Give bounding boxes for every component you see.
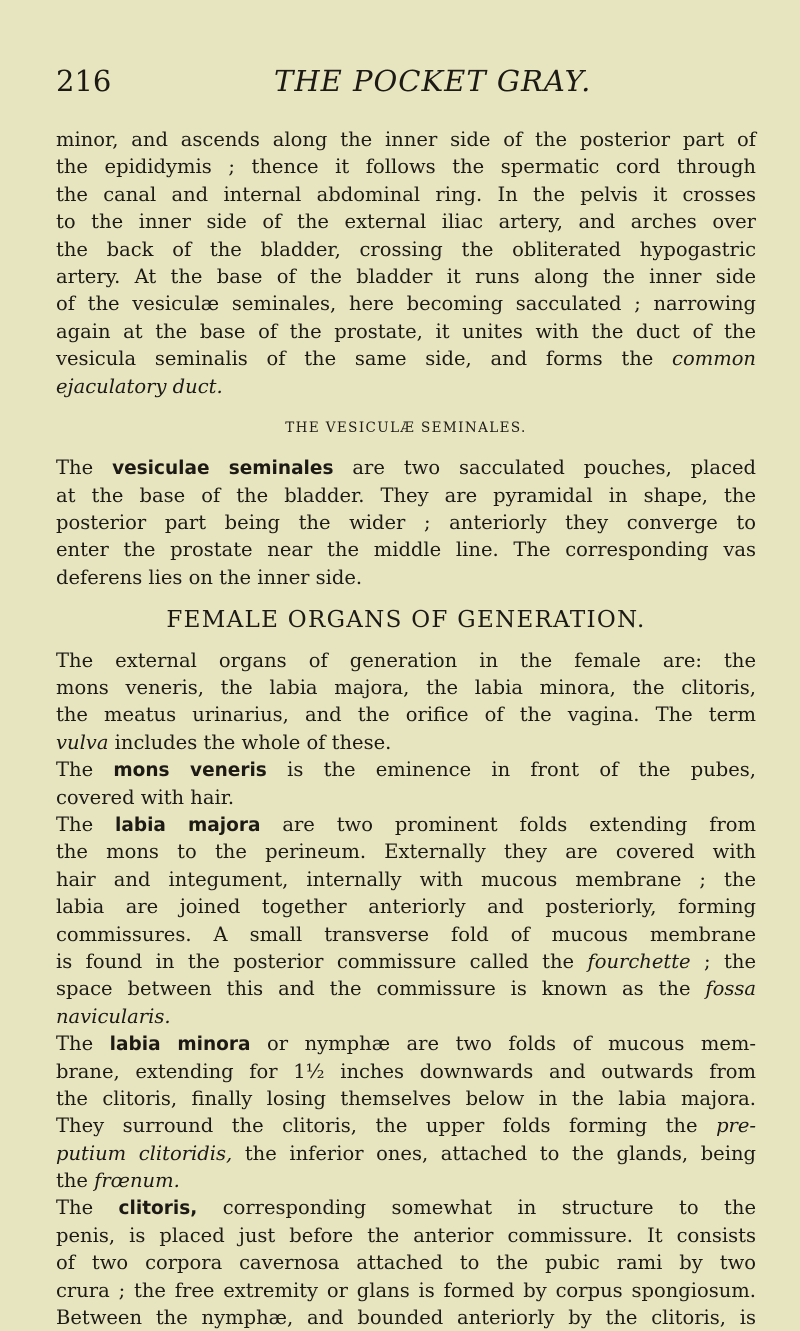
- text-line: the canal and internal abdominal ring. In the pelvis it crosses: [56, 182, 756, 206]
- text-run: The: [56, 1196, 94, 1220]
- text-line: The external organs of generation in the female are: the: [56, 648, 756, 672]
- text-line: [56, 1194, 756, 1221]
- heading-female-organs: FEMALE ORGANS OF GENERATION.: [166, 607, 646, 634]
- text-line: minor, and ascends along the inner side of the posterior part of: [56, 128, 756, 151]
- text-run: or nymphæ are two folds of mucous mem-: [266, 1032, 757, 1056]
- text-run: are two sacculated pouches, placed: [352, 456, 756, 480]
- text-line: artery. At the base of the bladder it runs along the inner side: [56, 264, 756, 288]
- text-line: mons veneris, the labia majora, the labia minora, the clitoris,: [56, 676, 756, 700]
- paragraph-vas-deferens-course: [56, 126, 756, 400]
- text-line: the meatus urinarius, and the orifice of the vagina. The term: [56, 703, 756, 727]
- bold-term: labia minora: [109, 1034, 251, 1056]
- text-line: [56, 1140, 756, 1167]
- paragraph-clitoris: [56, 1194, 756, 1331]
- italic-term: navicularis.: [56, 1004, 171, 1028]
- text-line: [56, 345, 756, 372]
- paragraph-labia-minora: [56, 1030, 756, 1194]
- text-line: [56, 373, 756, 400]
- text-line: Between the nymphæ, and bounded anteriorly by the clitoris, is: [56, 1306, 756, 1330]
- text-run: includes the whole of these.: [114, 730, 392, 754]
- text-run: ; the: [704, 949, 756, 973]
- italic-term: pre-: [716, 1114, 756, 1138]
- text-line: [56, 1030, 756, 1057]
- italic-term: fossa: [705, 977, 756, 1001]
- text-run: The: [56, 758, 94, 782]
- text-line: [56, 454, 756, 481]
- italic-term: frœnum.: [94, 1169, 180, 1193]
- text-line: the clitoris, finally losing themselves below in the labia majora.: [56, 1086, 756, 1110]
- text-line: deferens lies on the inner side.: [56, 565, 363, 589]
- text-run: space between this and the commissure is known as the: [56, 977, 691, 1001]
- section-title-vesiculae: THE VESICULÆ SEMINALES.: [285, 419, 527, 436]
- running-title: THE POCKET GRAY.: [274, 64, 592, 98]
- bold-term: clitoris,: [118, 1198, 198, 1220]
- page-body: [56, 126, 756, 1331]
- paragraph-vesiculae-seminales: [56, 454, 756, 591]
- text-line: of the vesiculæ seminales, here becoming sacculated ; narrowing: [56, 292, 756, 316]
- bold-term: mons veneris: [113, 760, 267, 782]
- text-run: vesicula seminalis of the same side, and forms the: [56, 347, 654, 371]
- text-line: commissures. A small transverse fold of mucous membrane: [56, 922, 756, 946]
- text-line: brane, extending for 1½ inches downwards and outwards from: [56, 1059, 756, 1083]
- text-line: the epididymis ; thence it follows the spermatic cord through: [56, 155, 756, 179]
- text-line: enter the prostate near the middle line. The corresponding vas: [56, 538, 756, 562]
- paragraph-external-organs: [56, 647, 756, 757]
- text-line: of two corpora cavernosa attached to the pubic rami by two: [56, 1251, 756, 1275]
- bold-term: labia majora: [115, 815, 261, 837]
- italic-term: fourchette: [587, 949, 691, 973]
- text-run: They surround the clitoris, the upper folds forming the: [56, 1114, 698, 1138]
- text-line: labia are joined together anteriorly and posteriorly, forming: [56, 895, 756, 919]
- text-line: posterior part being the wider ; anteriorly they converge to: [56, 511, 756, 535]
- text-line: the back of the bladder, crossing the obliterated hypogastric: [56, 237, 756, 261]
- paragraph-labia-majora: [56, 811, 756, 1030]
- italic-term: ejaculatory duct.: [56, 374, 223, 398]
- text-run: The: [56, 813, 94, 837]
- text-line: penis, is placed just before the anterior commissure. It consists: [56, 1223, 756, 1247]
- paragraph-mons-veneris: [56, 756, 756, 811]
- text-line: to the inner side of the external iliac artery, and arches over: [56, 210, 756, 234]
- text-line: again at the base of the prostate, it unites with the duct of the: [56, 319, 756, 343]
- text-run: is found in the posterior commissure called the: [56, 949, 575, 973]
- text-line: the mons to the perineum. Externally they are covered with: [56, 840, 756, 864]
- text-line: [56, 1003, 756, 1030]
- text-line: at the base of the bladder. They are pyramidal in shape, the: [56, 483, 756, 507]
- text-line: [56, 756, 756, 783]
- text-line: [56, 729, 756, 756]
- page-number: 216: [56, 64, 112, 98]
- italic-term: putium clitoridis,: [56, 1141, 233, 1165]
- text-line: [56, 1112, 756, 1139]
- bold-term: vesiculae seminales: [112, 458, 334, 480]
- text-run: the: [56, 1169, 88, 1193]
- text-line: crura ; the free extremity or glans is formed by corpus spongiosum.: [56, 1278, 756, 1302]
- text-line: [56, 975, 756, 1002]
- text-line: [56, 948, 756, 975]
- text-run: is the eminence in front of the pubes,: [287, 758, 756, 782]
- italic-term: vulva: [56, 730, 109, 754]
- text-line: [56, 1167, 756, 1194]
- text-line: hair and integument, internally with mucous membrane ; the: [56, 867, 756, 891]
- text-run: are two prominent folds extending from: [282, 813, 756, 837]
- text-run: The: [56, 1032, 94, 1056]
- text-run: the inferior ones, attached to the glands, being: [244, 1141, 756, 1165]
- page-header: [56, 64, 760, 104]
- text-line: [56, 811, 756, 838]
- text-line: covered with hair.: [56, 785, 235, 809]
- italic-term: common: [672, 347, 756, 371]
- text-run: The: [56, 456, 94, 480]
- text-run: corresponding somewhat in structure to the: [222, 1196, 756, 1220]
